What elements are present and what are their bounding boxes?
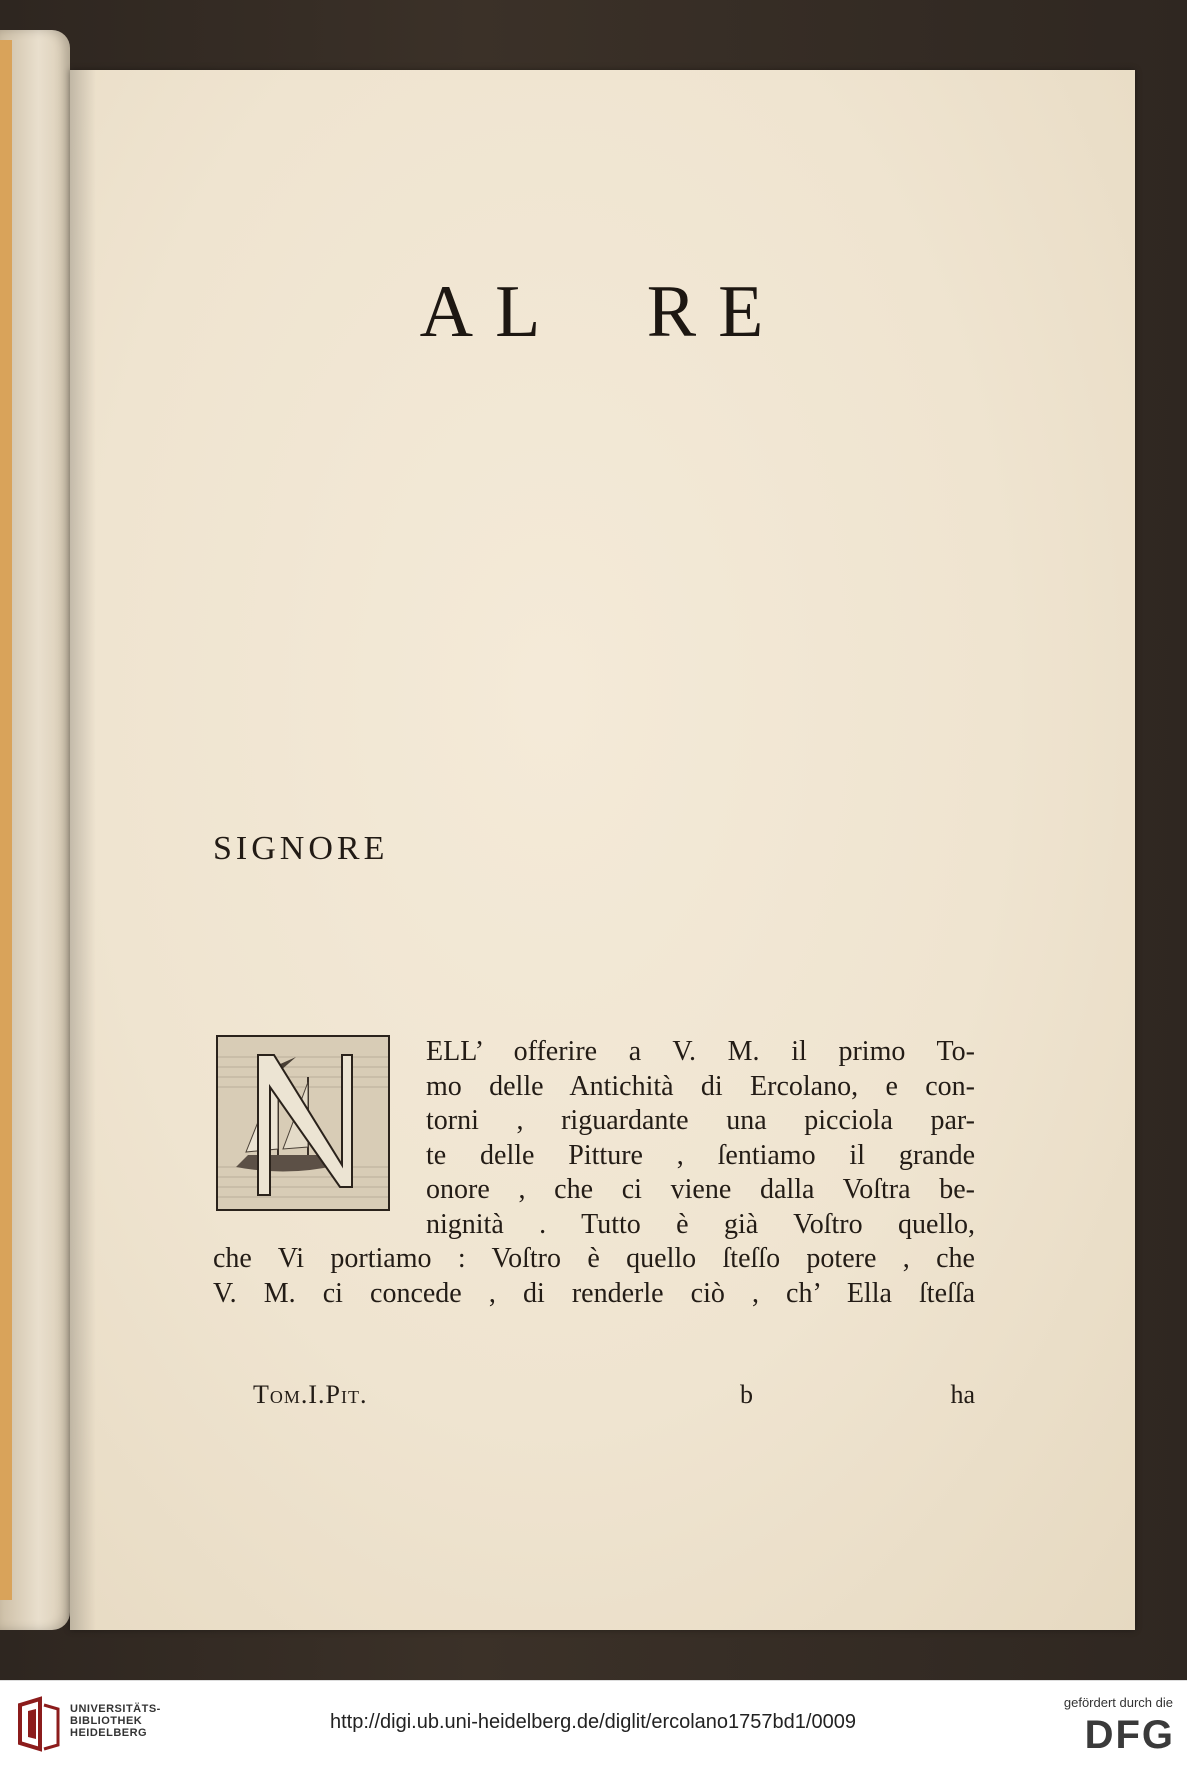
text-line: te delle Pitture , ſentiamo il grande xyxy=(426,1139,975,1171)
institution-line: UNIVERSITÄTS- xyxy=(70,1703,161,1715)
previous-page-gilt-edge xyxy=(0,40,12,1600)
institution-line: HEIDELBERG xyxy=(70,1727,148,1739)
permalink-url[interactable]: http://digi.ub.uni-heidelberg.de/diglit/ercolano1757bd1/0009 xyxy=(330,1711,856,1733)
logo-graphic xyxy=(14,1695,64,1753)
institution-name xyxy=(70,1703,161,1739)
institution-line: BIBLIOTHEK xyxy=(70,1715,143,1727)
dfg-logo[interactable]: DFG xyxy=(1084,1713,1175,1757)
title-word-al: AL xyxy=(419,271,563,353)
book-page xyxy=(70,70,1135,1630)
salutation: SIGNORE xyxy=(213,830,389,867)
text-line: ELL’ offerire a V. M. il primo To- xyxy=(426,1036,975,1067)
text-line: nignità . Tutto è già Voſtro quello, xyxy=(426,1208,975,1240)
ub-heidelberg-logo-icon[interactable] xyxy=(14,1695,64,1753)
footer-bar xyxy=(0,1680,1187,1767)
spine-shadow xyxy=(70,70,96,1630)
text-line: onore , che ci viene dalla Voſtra be- xyxy=(426,1174,975,1205)
page-title xyxy=(70,270,1135,355)
body-text xyxy=(213,1035,975,1311)
text-line: V. M. ci concede , di renderle ciò , ch’ Ella ſteſſa xyxy=(213,1277,975,1309)
catchword: ha xyxy=(950,1380,975,1409)
funded-by-text: gefördert durch die xyxy=(1063,1695,1173,1710)
title-word-re: RE xyxy=(646,271,786,353)
signature-mark: b xyxy=(740,1380,753,1409)
signature-line xyxy=(213,1380,975,1414)
text-line: mo delle Antichità di Ercolano, e con- xyxy=(426,1070,975,1102)
text-line: che Vi portiamo : Voſtro è quello ſteſſo potere , che xyxy=(213,1243,975,1274)
text-line: torni , riguardante una picciola par- xyxy=(426,1105,975,1136)
signature: Tom.I.Pit. xyxy=(253,1380,368,1409)
